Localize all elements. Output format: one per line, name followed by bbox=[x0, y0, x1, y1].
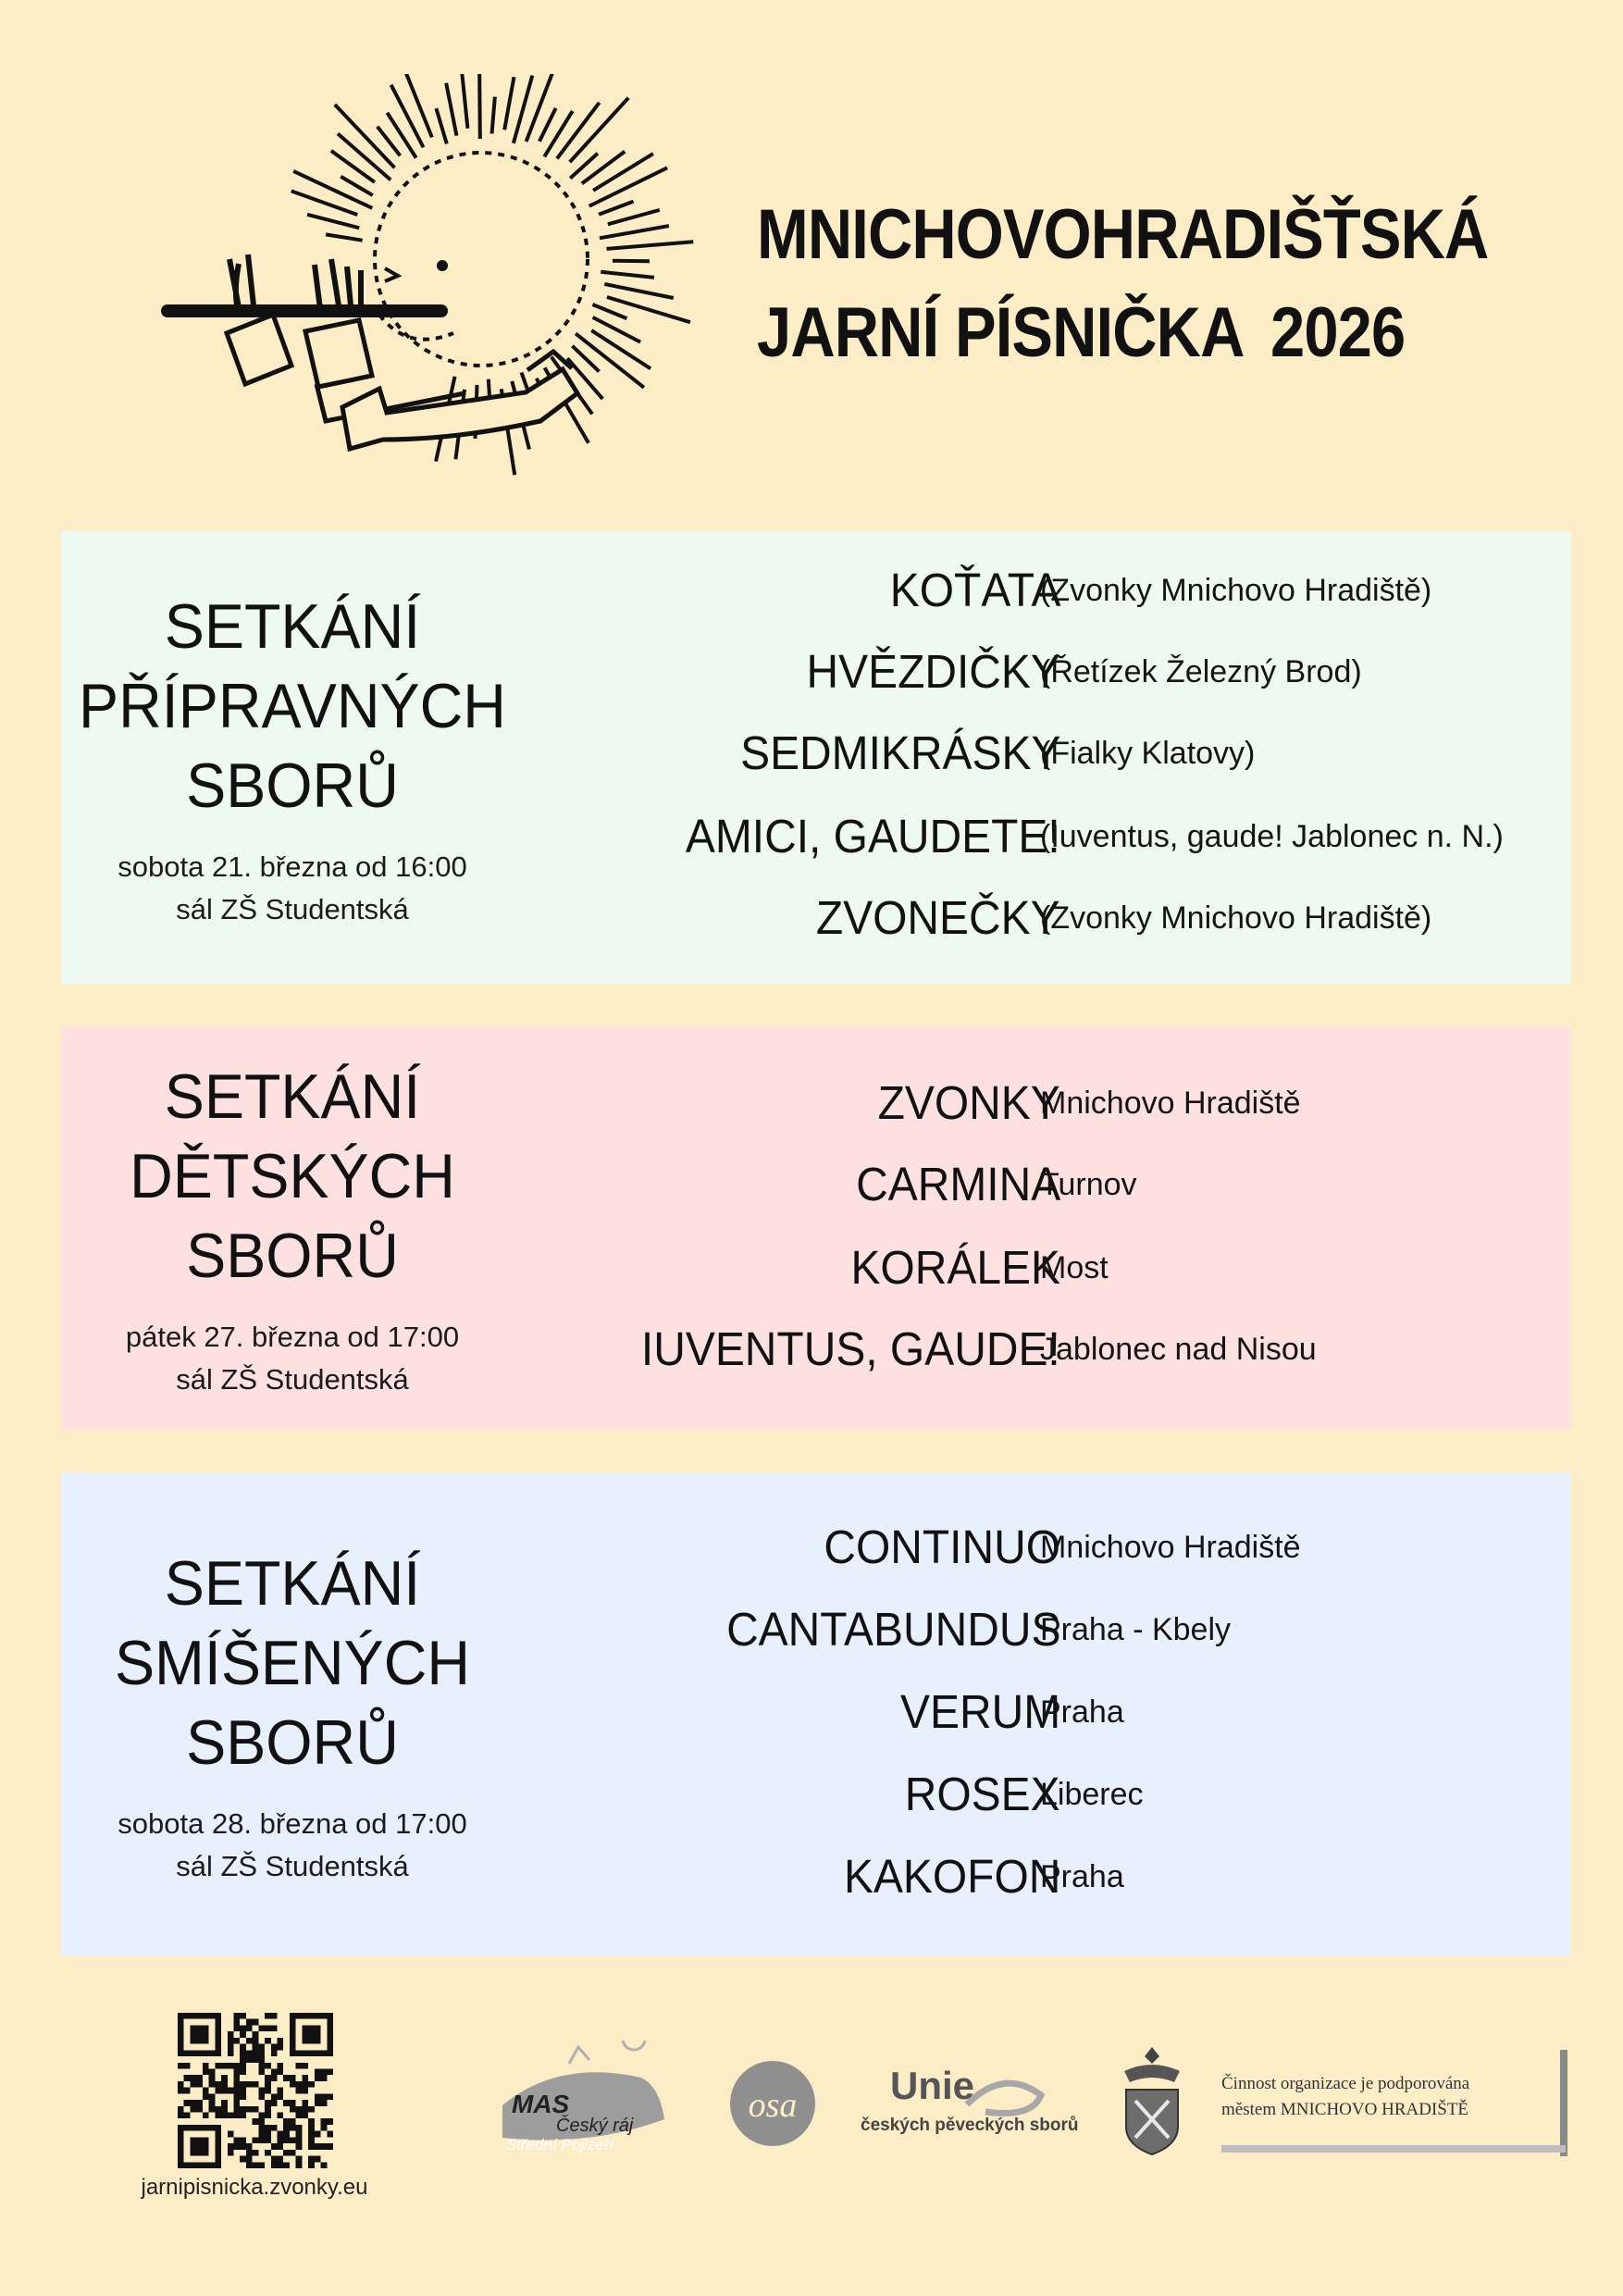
unie-line2: českých pěveckých sborů bbox=[861, 2116, 1079, 2135]
choir-origin: Turnov bbox=[1040, 1167, 1137, 1202]
poster-year: 2026 bbox=[1270, 293, 1406, 372]
section-title-line: DĚTSKÝCH bbox=[130, 1141, 455, 1211]
choir-name: SEDMIKRÁSKY bbox=[739, 726, 1060, 779]
choir-origin: Praha - Kbely bbox=[1040, 1612, 1231, 1647]
support-line2: městem MNICHOVO HRADIŠTĚ bbox=[1221, 2100, 1469, 2119]
section-title-line: SBORŮ bbox=[186, 1221, 399, 1291]
choir-name: ZVONKY bbox=[877, 1076, 1060, 1129]
section-title-line: PŘÍPRAVNÝCH bbox=[79, 671, 506, 741]
choir-origin: Jablonec nad Nisou bbox=[1040, 1332, 1317, 1367]
section-childrens-choirs bbox=[61, 1027, 1571, 1430]
choir-name: HVĚZDIČKY bbox=[806, 645, 1060, 698]
choir-name: KOŤATA bbox=[889, 564, 1060, 616]
choir-origin: Mnichovo Hradiště bbox=[1040, 1530, 1301, 1565]
parish-crest-icon bbox=[1115, 2043, 1189, 2159]
section-date: sobota 21. března od 16:00 bbox=[118, 850, 467, 883]
section-mixed-choirs bbox=[61, 1473, 1571, 1956]
mas-line2: Český ráj bbox=[556, 2116, 634, 2136]
section-title-line: SMÍŠENÝCH bbox=[114, 1628, 471, 1698]
choir-row bbox=[61, 1593, 1571, 1667]
qr-code-icon[interactable] bbox=[178, 2013, 333, 2168]
choir-row bbox=[61, 1231, 1571, 1305]
sun-flute-icon bbox=[148, 74, 703, 481]
choir-row bbox=[61, 635, 1571, 709]
choir-row bbox=[61, 1510, 1571, 1584]
poster-title-line2: JARNÍ PÍSNIČKA bbox=[757, 293, 1245, 372]
choir-row bbox=[61, 1066, 1571, 1140]
choir-row bbox=[61, 1840, 1571, 1914]
section-date: pátek 27. března od 17:00 bbox=[125, 1321, 460, 1353]
unie-ceskych-pevekych-sboru-logo bbox=[851, 2064, 1120, 2147]
choir-row bbox=[61, 1148, 1571, 1222]
choir-name: IUVENTUS, GAUDE! bbox=[641, 1322, 1060, 1375]
choir-row bbox=[61, 1757, 1571, 1831]
choir-name: KORÁLEK bbox=[850, 1241, 1060, 1294]
choir-origin: Praha bbox=[1040, 1859, 1124, 1894]
section-title-line: SBORŮ bbox=[186, 1707, 399, 1778]
choir-row bbox=[61, 553, 1571, 627]
choir-row bbox=[61, 1675, 1571, 1749]
section-title-line: SBORŮ bbox=[186, 751, 399, 821]
choir-name: CANTABUNDUS bbox=[725, 1603, 1060, 1656]
section-preparatory-choirs bbox=[61, 531, 1571, 985]
choir-row bbox=[61, 1312, 1571, 1386]
osa-text: osa bbox=[748, 2086, 798, 2125]
choir-origin: (Zvonky Mnichovo Hradiště) bbox=[1040, 573, 1432, 608]
mas-cesky-raj-logo bbox=[495, 2041, 671, 2161]
support-line1: Činnost organizace je podporována bbox=[1221, 2074, 1470, 2093]
support-frame-edge bbox=[1560, 2050, 1567, 2156]
choir-name: AMICI, GAUDETE! bbox=[686, 810, 1060, 863]
section-title-line: SETKÁNÍ bbox=[164, 1061, 421, 1132]
choir-origin: (Řetízek Železný Brod) bbox=[1040, 654, 1362, 689]
poster-title-line1: MNICHOVOHRADIŠŤSKÁ bbox=[757, 195, 1489, 274]
choir-name: CONTINUO bbox=[824, 1520, 1060, 1573]
choir-row bbox=[61, 800, 1571, 874]
unie-swoosh-icon bbox=[962, 2067, 1046, 2119]
choir-origin: Praha bbox=[1040, 1694, 1124, 1730]
choir-name: ZVONEČKY bbox=[816, 891, 1060, 944]
section-venue: sál ZŠ Studentská bbox=[176, 893, 409, 925]
section-title-line: SETKÁNÍ bbox=[164, 591, 421, 662]
section-venue: sál ZŠ Studentská bbox=[176, 1363, 409, 1396]
choir-origin: (Iuventus, gaude! Jablonec n. N.) bbox=[1040, 819, 1504, 854]
section-title-line: SETKÁNÍ bbox=[164, 1548, 421, 1619]
choir-name: ROSEX bbox=[905, 1768, 1060, 1820]
choir-origin: (Zvonky Mnichovo Hradiště) bbox=[1040, 900, 1432, 936]
osa-logo bbox=[728, 2059, 817, 2148]
mas-line1: MAS bbox=[512, 2090, 570, 2118]
choir-name: VERUM bbox=[899, 1685, 1060, 1738]
choir-name: KAKOFON bbox=[843, 1850, 1060, 1903]
city-support-note bbox=[1221, 2071, 1564, 2154]
mas-line3: Střední Pojizeří bbox=[506, 2136, 614, 2153]
choir-name: CARMINA bbox=[855, 1158, 1060, 1210]
unie-line1: Unie bbox=[890, 2064, 975, 2107]
choir-origin: (Fialky Klatovy) bbox=[1040, 736, 1256, 771]
support-frame-shadow bbox=[1221, 2145, 1566, 2153]
choir-origin: Liberec bbox=[1040, 1777, 1144, 1812]
choir-row bbox=[61, 716, 1571, 790]
choir-row bbox=[61, 881, 1571, 955]
choir-origin: Mnichovo Hradiště bbox=[1040, 1086, 1301, 1121]
section-venue: sál ZŠ Studentská bbox=[176, 1850, 409, 1882]
choir-origin: Most bbox=[1040, 1250, 1109, 1285]
section-date: sobota 28. března od 17:00 bbox=[118, 1807, 467, 1840]
website-url[interactable]: jarnipisnicka.zvonky.eu bbox=[141, 2175, 368, 2200]
